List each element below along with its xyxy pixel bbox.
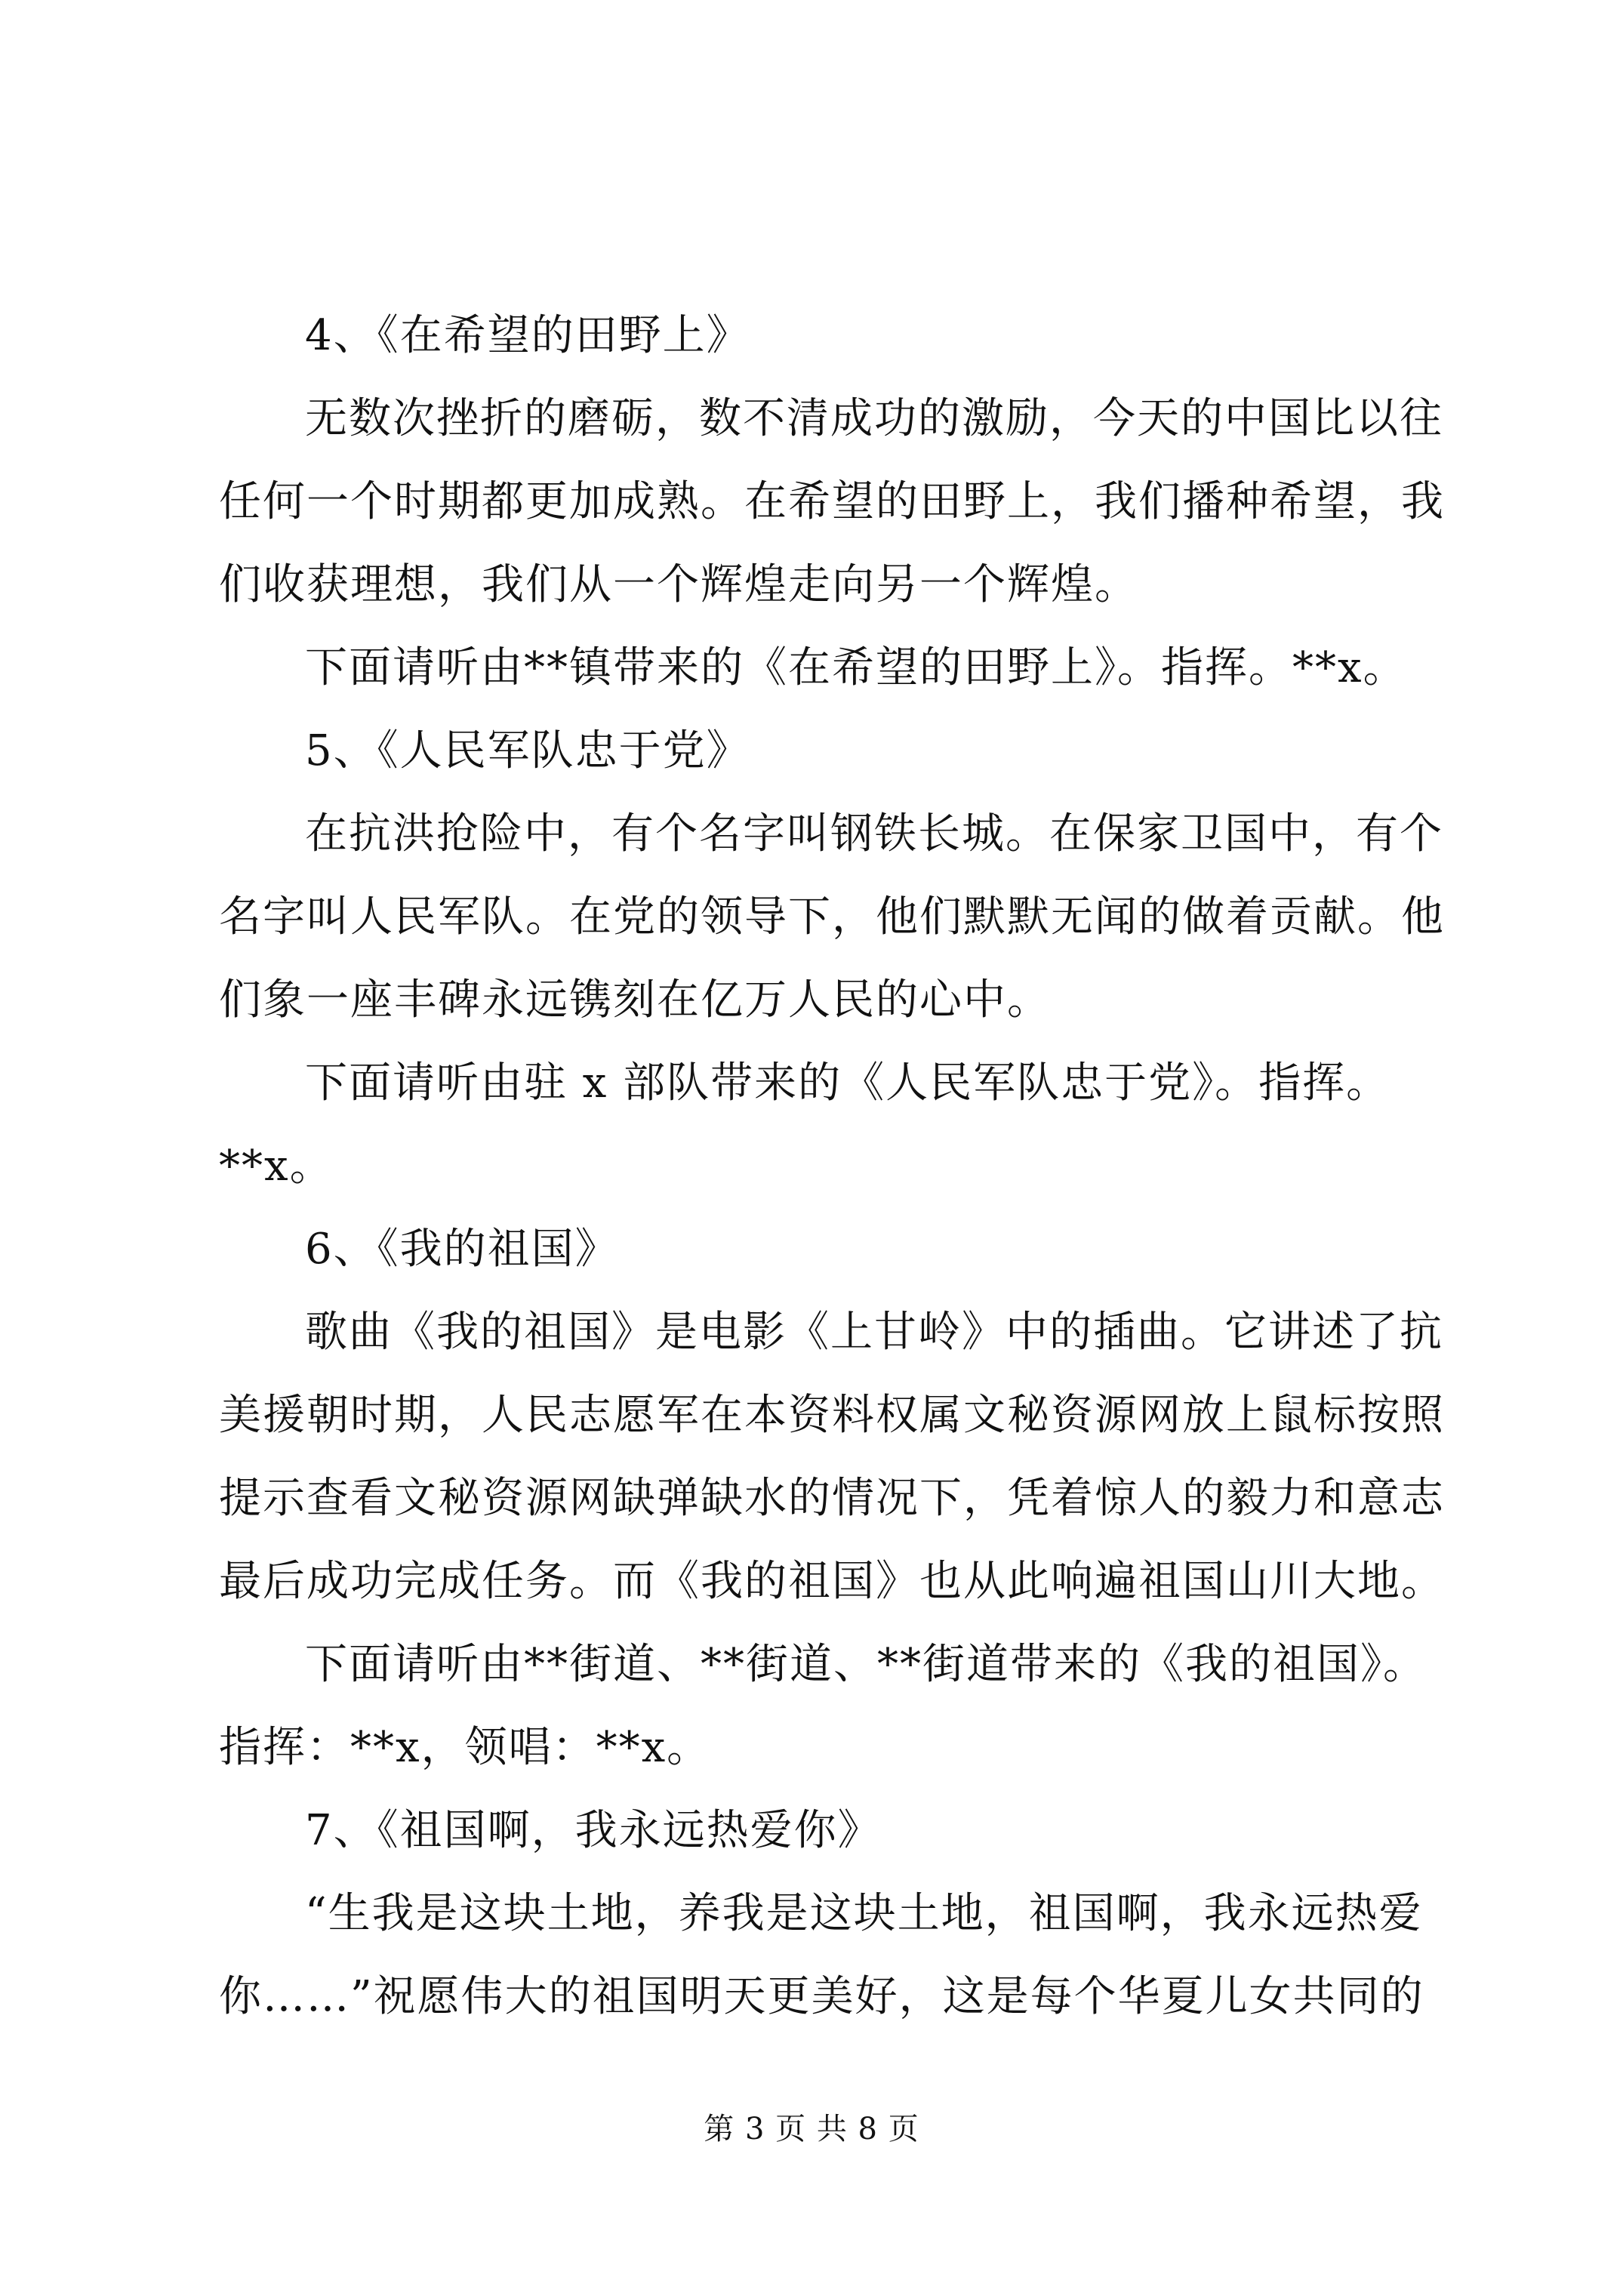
paragraph-line: 最后成功完成任务。而《我的祖国》也从此响遍祖国山川大地。	[219, 1557, 1445, 1606]
heading-song-4: 4、《在希望的田野上》	[305, 311, 750, 360]
paragraph-line: 你……”祝愿伟大的祖国明天更美好，这是每个华夏儿女共同的	[219, 1972, 1424, 2021]
heading-song-7: 7、《祖国啊，我永远热爱你》	[305, 1806, 882, 1855]
paragraph-line: 歌曲《我的祖国》是电影《上甘岭》中的插曲。它讲述了抗	[305, 1308, 1443, 1357]
heading-song-5: 5、《人民军队忠于党》	[305, 726, 750, 775]
paragraph-line: 们象一座丰碑永远镌刻在亿万人民的心中。	[219, 975, 1051, 1025]
paragraph-line: 名字叫人民军队。在党的领导下，他们默默无闻的做着贡献。他	[219, 892, 1445, 942]
paragraph-line: 们收获理想，我们从一个辉煌走向另一个辉煌。	[219, 560, 1138, 609]
page-footer: 第 3 页 共 8 页	[704, 2112, 919, 2147]
paragraph-line: 指挥：**x，领唱：**x。	[219, 1723, 711, 1772]
heading-song-6: 6、《我的祖国》	[305, 1225, 619, 1274]
paragraph-line: 下面请听由驻 x 部队带来的《人民军队忠于党》。指挥。	[305, 1059, 1390, 1108]
paragraph-line: 在抗洪抢险中，有个名字叫钢铁长城。在保家卫国中，有个	[305, 809, 1443, 858]
paragraph-line: 任何一个时期都更加成熟。在希望的田野上，我们播种希望，我	[219, 477, 1445, 526]
paragraph-line: 下面请听由**镇带来的《在希望的田野上》。指挥。**x。	[305, 643, 1407, 692]
paragraph-line: 提示查看文秘资源网缺弹缺水的情况下，凭着惊人的毅力和意志	[219, 1474, 1445, 1523]
paragraph-line: “生我是这块土地，养我是这块土地，祖国啊，我永远热爱	[305, 1889, 1423, 1938]
paragraph-line: 下面请听由**街道、**街道、**街道带来的《我的祖国》。	[305, 1640, 1427, 1689]
paragraph-line: **x。	[219, 1142, 334, 1191]
paragraph-line: 无数次挫折的磨砺，数不清成功的激励，今天的中国比以往	[305, 394, 1443, 443]
paragraph-line: 美援朝时期，人民志愿军在本资料权属文秘资源网放上鼠标按照	[219, 1391, 1445, 1440]
